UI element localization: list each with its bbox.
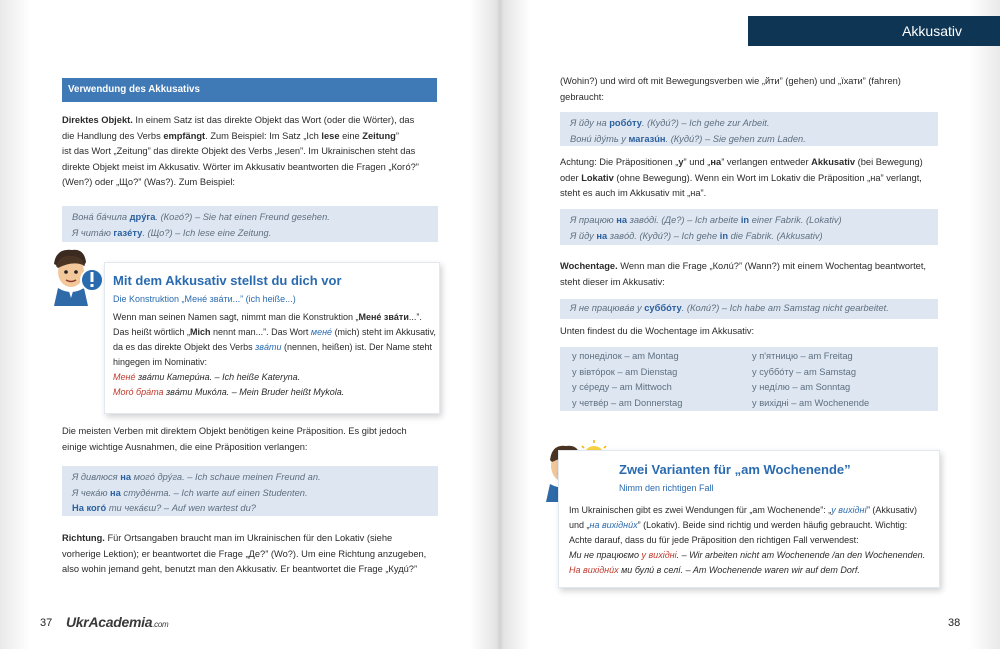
text-segment: (Wen?) oder „Щo?” (Was?). Zum Beispiel: xyxy=(62,177,236,187)
text-segment: у вихіднí xyxy=(831,505,867,515)
text-segment: у xyxy=(678,157,684,167)
text-segment: Im Ukrainischen gibt es zwei Wendungen für „am Wochenende”: „ xyxy=(569,505,832,515)
text-segment: суббóту xyxy=(644,303,682,313)
text-segment: Moró брáта xyxy=(113,387,164,397)
paragraph-direct-object xyxy=(62,113,438,191)
text-line xyxy=(569,533,935,548)
text-segment: also wohin jemand geht, benutzt man den Akkusativ. Er beantwortet die Frage „Кудú?” xyxy=(62,564,418,574)
text-segment: Менé xyxy=(113,372,136,382)
text-segment: Zeitung xyxy=(362,130,396,141)
example-box xyxy=(560,299,938,319)
text-segment: Wenn man seinen Namen sagt, nimmt man die Konstruktion „ xyxy=(113,312,359,322)
text-line xyxy=(560,74,938,90)
text-segment: einer Fabrik. (Lokativ) xyxy=(749,215,842,225)
callout-akkusativ-intro xyxy=(104,262,440,414)
text-segment: завóді. (Дe?) – Ich arbeite xyxy=(627,215,741,225)
text-segment: Wenn man die Frage „Кoлú?” (Wann?) mit einem Wochentag beantwortet, xyxy=(617,261,927,271)
text-line xyxy=(62,160,438,176)
paragraph-direction xyxy=(62,531,438,578)
left-page xyxy=(0,0,498,649)
text-segment: Менé звáти xyxy=(358,312,409,322)
text-segment: робóту xyxy=(609,118,642,128)
text-segment: на вихіднúх xyxy=(589,520,638,530)
text-segment: . – Wir arbeiten nicht am Wochenende /an den Wochenenden. xyxy=(676,550,926,560)
text-segment: звáти xyxy=(255,342,282,352)
text-segment: direkte Objekt meist im Akkusativ. Wörter im Akkusativ beantworten die Fragen „Когó?” xyxy=(62,161,419,172)
text-segment: Richtung. xyxy=(62,533,105,543)
callout-subtitle: Nimm den richtigen Fall xyxy=(619,483,714,493)
text-segment: die Fabrik. (Akkusativ) xyxy=(728,230,823,241)
text-line xyxy=(62,424,438,440)
text-segment: дрýга xyxy=(129,212,156,222)
text-segment: Achtung: Die Präpositionen „ xyxy=(560,157,679,167)
text-line xyxy=(72,501,428,517)
text-line xyxy=(560,324,938,340)
text-line xyxy=(560,171,938,187)
text-line xyxy=(73,355,433,370)
callout-body xyxy=(569,503,935,578)
text-segment: (ohne Bewegung). Wenn ein Wort im Lokativ die Präposition „на” verlangt, xyxy=(613,172,922,183)
text-segment: Я не працювáв у xyxy=(570,303,645,313)
callout-subtitle: Die Konstruktion „Менé звáти...” (ich heiße...) xyxy=(113,294,296,304)
text-segment: газéту xyxy=(113,227,143,238)
page-number: 38 xyxy=(948,617,961,629)
text-segment: на xyxy=(120,472,132,482)
text-segment: менé xyxy=(310,327,333,337)
text-line xyxy=(72,470,428,486)
text-segment: . (Кoлú?) – Ich habe am Samstag nicht gearbeitet. xyxy=(681,303,889,313)
weekday-item: у вівтóрок – am Dienstag xyxy=(572,366,678,377)
text-line xyxy=(569,563,935,578)
text-segment: ...”. xyxy=(408,312,422,322)
text-segment: Lokativ xyxy=(581,172,614,183)
text-line xyxy=(570,301,928,317)
text-line xyxy=(570,132,928,148)
paragraph-achtung xyxy=(560,155,938,202)
text-segment: магазúн xyxy=(628,133,666,144)
text-segment: Я чекáю xyxy=(72,487,111,498)
text-segment: . (Щo?) – Ich lese eine Zeitung. xyxy=(142,227,272,238)
text-segment: vorherige Lektion); er beantwortet die Frage „Дe?” (Wo?). Um eine Richtung anzugeben, xyxy=(62,548,427,559)
weekday-item: у четвéр – am Donnerstag xyxy=(572,397,683,408)
text-segment: На вихіднúх xyxy=(569,565,619,575)
text-segment: steht dieser im Akkusativ: xyxy=(560,276,665,287)
text-line xyxy=(560,186,938,202)
text-segment: на xyxy=(596,230,608,241)
text-segment: da es das direkte Objekt des Verbs xyxy=(113,342,256,352)
text-segment: на xyxy=(710,157,722,167)
text-segment: Die meisten Verben mit direktem Objekt benötigen keine Präposition. Es gibt jedoch xyxy=(62,426,407,436)
callout-body xyxy=(73,310,436,400)
text-line xyxy=(62,547,438,563)
text-segment: звáти Микóла. – Mein Bruder heißt Mykola. xyxy=(163,387,345,397)
text-segment: Я йду xyxy=(570,230,597,241)
text-segment: . (Когó?) – Sie hat einen Freund gesehen. xyxy=(155,212,330,222)
text-line xyxy=(560,155,938,171)
text-line xyxy=(73,385,433,400)
text-segment: die Handlung des Verbs xyxy=(62,130,164,141)
paragraph-prepositions xyxy=(62,424,438,455)
text-segment: Direktes Objekt. xyxy=(62,115,133,125)
callout-title: Zwei Varianten für „am Wochenende” xyxy=(619,462,851,477)
text-segment: . (Кудú?) – Ich gehe zur Arbeit. xyxy=(641,118,770,128)
section-header: Verwendung des Akkusativs xyxy=(62,78,437,102)
text-segment: студéнта. – Ich warte auf einen Studenten. xyxy=(120,487,308,498)
text-line xyxy=(570,229,928,245)
example-box xyxy=(560,209,938,245)
text-segment: Вонú ідýть у xyxy=(570,133,629,144)
text-line xyxy=(569,548,935,563)
weekday-item: у понеділок – am Montag xyxy=(572,351,679,361)
text-segment: Wochentage. xyxy=(560,261,618,271)
text-segment: Ми не працюємо xyxy=(569,550,642,560)
text-segment: Mich xyxy=(190,327,211,337)
teacher-exclamation-icon xyxy=(44,244,106,306)
section-tag: Akkusativ xyxy=(748,16,1000,46)
example-box xyxy=(62,466,438,516)
text-segment: Я працюю xyxy=(570,215,617,225)
text-segment: на xyxy=(110,487,121,498)
text-line xyxy=(62,440,438,456)
paragraph-wochentage xyxy=(560,259,938,290)
text-segment: in xyxy=(719,230,729,241)
text-segment: steht es auch im Akkusativ mit „на”. xyxy=(560,188,707,198)
text-segment: завóд. (Кудú?) – Ich gehe xyxy=(607,230,720,241)
text-segment: (bei Bewegung) xyxy=(855,157,923,167)
text-segment: nennt man...”. Das Wort xyxy=(210,327,311,337)
text-line xyxy=(569,518,935,533)
text-line xyxy=(73,370,433,385)
text-segment: eine xyxy=(339,130,363,141)
text-segment: Achte darauf, dass du für jede Präposition den richtigen Fall verwendest: xyxy=(569,535,859,545)
text-segment: На когó xyxy=(72,503,107,513)
text-segment: Für Ortsangaben braucht man im Ukrainischen für den Lokativ (siehe xyxy=(104,533,393,543)
text-segment: einige wichtige Ausnahmen, die eine Präposition verlangen: xyxy=(62,441,308,452)
ukracademia-logo: UkrAcademia.com xyxy=(66,614,169,630)
text-segment: in xyxy=(740,215,750,225)
text-segment: oder xyxy=(560,172,582,183)
text-segment: звáти Катери́на. – Ich heiße Kateryna. xyxy=(135,372,301,382)
text-segment: Я дивлюся xyxy=(72,472,121,482)
text-segment: ” verlangen entweder xyxy=(721,157,812,167)
text-line xyxy=(62,175,438,191)
text-line xyxy=(62,562,438,578)
paragraph-wohin xyxy=(560,74,938,105)
text-line xyxy=(73,340,433,355)
text-segment: In einem Satz ist das direkte Objekt das Wort (oder die Wörter), das xyxy=(132,115,415,125)
text-segment: . Zum Beispiel: Im Satz „Ich xyxy=(205,130,322,141)
text-segment: Akkusativ xyxy=(811,157,856,167)
text-segment: . (Кудú?) – Sie gehen zum Laden. xyxy=(665,133,806,144)
weekday-item: у п'ятницю – am Freitag xyxy=(752,351,853,361)
text-line xyxy=(62,113,438,129)
text-segment: ми булú в селí. – Am Wochenende waren wir auf dem Dorf. xyxy=(618,565,860,575)
text-segment: Вонá бáчила xyxy=(72,212,130,222)
text-segment: (nennen, heißen) ist. Der Name steht xyxy=(281,342,433,352)
text-line xyxy=(72,210,428,226)
text-segment: ” (Akkusativ) xyxy=(866,505,917,515)
text-segment: ist das Wort „Zeitung” das direkte Objekt des Verbs „lesen”. Im Ukrainischen steht das xyxy=(62,146,416,156)
text-segment: ” xyxy=(395,130,399,141)
text-segment: ” und „ xyxy=(683,157,711,167)
text-segment: ти чекáєш? – Auf wen wartest du? xyxy=(106,503,256,513)
text-line xyxy=(72,486,428,502)
example-box xyxy=(560,112,938,146)
text-line xyxy=(73,325,436,340)
text-segment: gebraucht: xyxy=(560,91,604,102)
text-segment: (Wohin?) und wird oft mit Bewegungsverben wie „йти” (gehen) und „їхати” (fahren) xyxy=(560,76,901,86)
text-segment: на xyxy=(616,215,628,225)
text-segment: lese xyxy=(321,130,340,141)
example-box xyxy=(62,206,438,242)
weekday-item: у вихідні – am Wochenende xyxy=(752,397,870,408)
text-line xyxy=(560,275,938,291)
text-segment: Я читáю xyxy=(72,227,114,238)
text-line xyxy=(62,144,438,160)
page-number: 37 xyxy=(40,617,53,629)
text-segment: у вихідні xyxy=(641,550,677,560)
text-segment: empfängt xyxy=(163,130,206,141)
weekday-item: у недíлю – am Sonntag xyxy=(752,382,851,392)
text-segment: Das heißt wörtlich „ xyxy=(113,327,191,337)
callout-title: Mit dem Akkusativ stellst du dich vor xyxy=(113,273,342,288)
text-segment: могó дрýга. – Ich schaue meinen Freund an. xyxy=(131,472,321,482)
text-segment: Unten findest du die Wochentage im Akkusativ: xyxy=(560,326,755,336)
right-page xyxy=(502,0,1000,649)
weekday-table xyxy=(560,347,938,411)
text-line xyxy=(62,129,438,145)
text-segment: Я йду на xyxy=(570,118,610,128)
text-segment: (mich) steht im Akkusativ, xyxy=(332,327,436,337)
text-segment: und „ xyxy=(569,520,590,530)
text-segment: hingegen im Nominativ: xyxy=(113,357,208,367)
text-line xyxy=(72,226,428,242)
text-line xyxy=(73,310,433,325)
text-line xyxy=(570,116,928,132)
text-line xyxy=(560,90,938,106)
text-line xyxy=(62,531,438,547)
text-segment: ” (Lokativ). Beide sind richtig und werden häufig gebraucht. Wichtig: xyxy=(637,520,908,530)
text-line xyxy=(569,503,935,518)
text-line xyxy=(570,213,928,229)
callout-wochenende xyxy=(558,450,940,588)
weekday-item: у суббóту – am Samstag xyxy=(752,366,856,377)
paragraph-unten xyxy=(560,324,938,340)
text-line xyxy=(560,259,938,275)
weekday-item: у сéреду – am Mittwoch xyxy=(572,382,672,392)
